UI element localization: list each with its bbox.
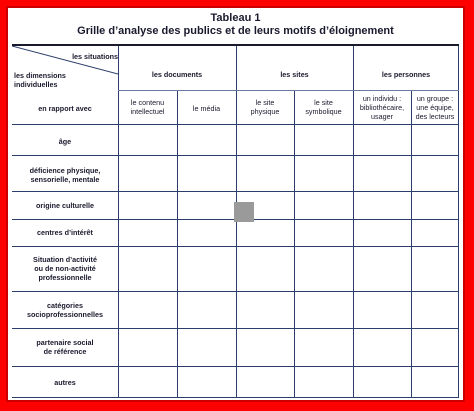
gray-square-marker [234, 202, 254, 222]
group-header-documents: les documents [151, 70, 203, 79]
title-line-2: Grille d’analyse des publics et de leurs motifs d’éloignement [77, 25, 394, 37]
grid-hline-1 [12, 124, 459, 125]
row-label-categories [12, 301, 118, 319]
subcol-4-line-3: usager [371, 112, 393, 121]
row-label-centres [12, 228, 118, 237]
grid-hline-5 [12, 246, 459, 247]
grid-hline-2 [12, 155, 459, 156]
table-title [8, 12, 463, 38]
row-6-line-1: partenaire social [36, 338, 94, 347]
row-7-line-1: autres [54, 378, 76, 387]
analysis-grid [12, 46, 459, 398]
corner-en-rapport: en rapport avec [38, 104, 92, 113]
group-header-sites: les sites [280, 70, 309, 79]
row-5-line-2: socioprofessionnelles [27, 310, 103, 319]
subcol-3-line-2: symbolique [305, 107, 342, 116]
subcol-site-physique [236, 98, 294, 116]
subcol-site-symbolique [294, 98, 353, 116]
grid-vline-minor-1 [294, 90, 295, 398]
subcol-5-line-3: des lecteurs [415, 112, 455, 121]
grid-vline-major-2 [353, 46, 354, 398]
subcol-media [177, 104, 236, 113]
row-1-line-2: sensorielle, mentale [30, 175, 100, 184]
row-4-line-3: professionnelle [38, 273, 92, 282]
row-label-autres [12, 378, 118, 387]
row-4-line-1: Situation d’activité [33, 255, 97, 264]
corner-dimensions-line-2: individuelles [14, 80, 58, 89]
row-label-situation [12, 255, 118, 282]
subcol-contenu-intellectuel [118, 98, 177, 116]
grid-vline-major-1 [236, 46, 237, 398]
subcol-5-line-2: une équipe, [416, 103, 454, 112]
corner-dimensions-line-1: les dimensions [14, 71, 66, 80]
grid-vline-minor-2 [411, 90, 412, 398]
grid-hline-0 [118, 90, 459, 91]
row-4-line-2: ou de non-activité [34, 264, 96, 273]
grid-hline-3 [12, 191, 459, 192]
grid-vline-major-0 [118, 46, 119, 398]
subcol-2-line-1: le site [255, 98, 275, 107]
subcol-individu [353, 94, 411, 121]
corner-situations: les situations [72, 52, 118, 61]
grid-hline-8 [12, 366, 459, 367]
corner-dimensions [14, 71, 74, 89]
grid-hline-9 [12, 397, 459, 398]
subcol-3-line-1: le site [314, 98, 333, 107]
subcol-2-line-2: physique [250, 107, 280, 116]
subcol-groupe [411, 94, 459, 121]
subcol-4-line-1: un individu : [362, 94, 402, 103]
row-0-line-1: âge [58, 137, 72, 146]
row-label-age [12, 137, 118, 146]
subcol-5-line-1: un groupe : [416, 94, 454, 103]
group-header-personnes: les personnes [381, 70, 431, 79]
row-label-origine [12, 201, 118, 210]
grid-vline-right [458, 46, 459, 398]
subcol-4-line-2: bibliothécaire, [359, 103, 405, 112]
grid-hline-7 [12, 328, 459, 329]
row-2-line-1: origine culturelle [36, 201, 94, 210]
grid-hline-6 [12, 291, 459, 292]
document-frame [6, 6, 465, 402]
row-6-line-2: de référence [43, 347, 87, 356]
subcol-0-line-2: intellectuel [130, 107, 165, 116]
subcol-1-line-1: le média [192, 104, 221, 113]
grid-vline-minor-0 [177, 90, 178, 398]
title-line-1: Tableau 1 [210, 12, 261, 24]
row-5-line-1: catégories [47, 301, 83, 310]
row-3-line-1: centres d’intérêt [37, 228, 93, 237]
row-label-deficience [12, 166, 118, 184]
subcol-0-line-1: le contenu [130, 98, 165, 107]
row-1-line-1: déficience physique, [29, 166, 101, 175]
row-label-partenaire [12, 338, 118, 356]
